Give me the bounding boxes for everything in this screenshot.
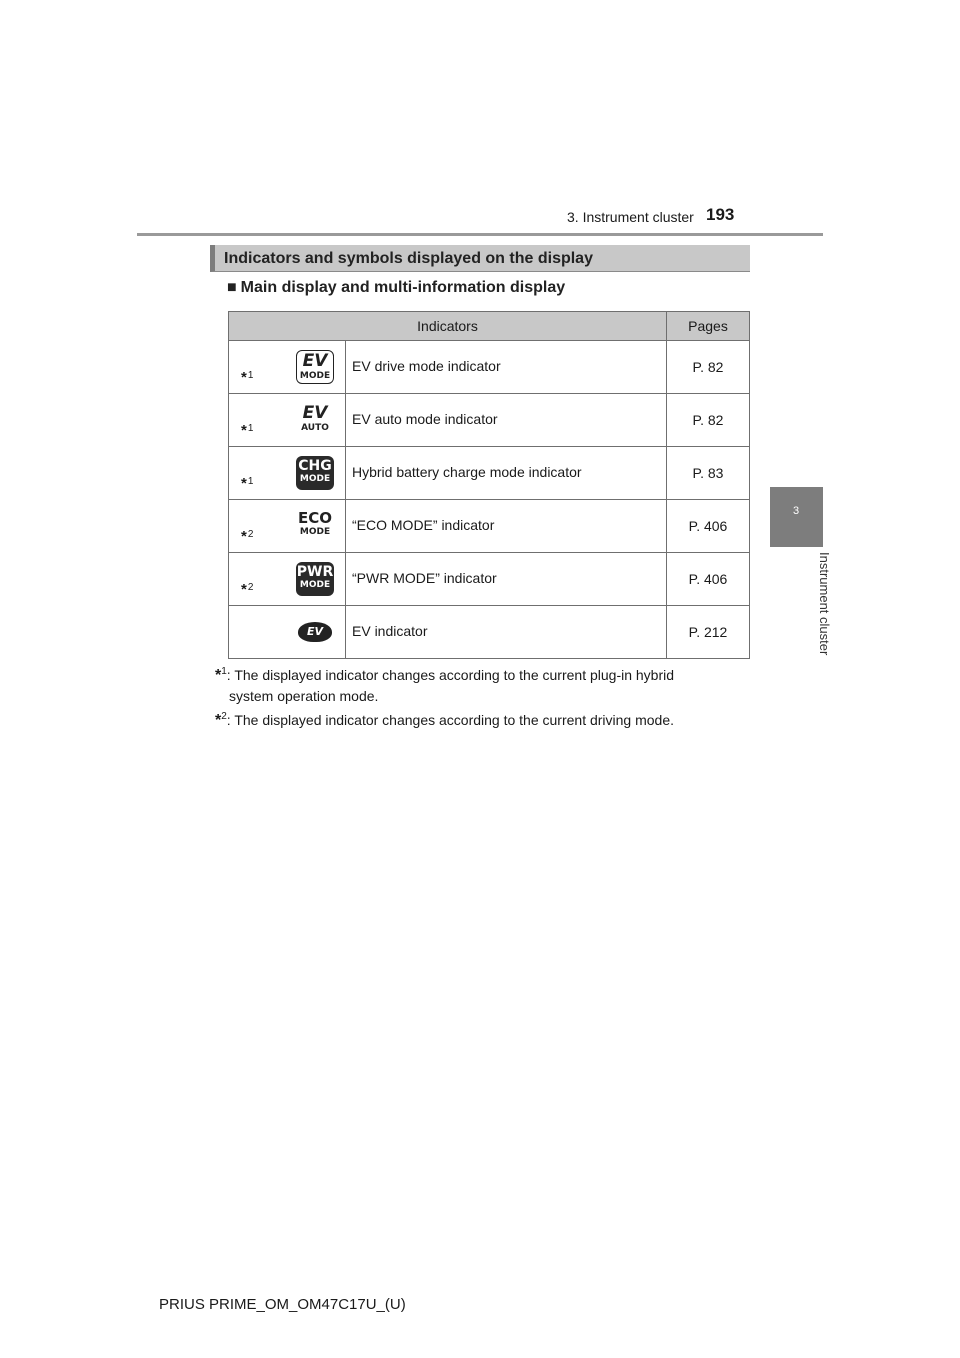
ev-auto-icon: EV AUTO	[301, 403, 329, 433]
pwr-mode-icon: PWR MODE	[296, 562, 334, 596]
chapter-tab	[770, 487, 823, 547]
indicator-description: EV auto mode indicator	[346, 394, 667, 447]
footnote-marker: *1	[229, 447, 286, 500]
page-reference: P. 83	[667, 447, 750, 500]
table-row	[229, 500, 750, 553]
indicators-table	[228, 311, 750, 659]
section-banner	[210, 245, 750, 272]
section-label: 3. Instrument cluster	[567, 209, 694, 225]
ev-indicator-icon: EV	[298, 622, 332, 642]
indicator-description: EV drive mode indicator	[346, 341, 667, 394]
page-number: 193	[706, 205, 735, 224]
table-header-row	[229, 312, 750, 341]
header-indicators: Indicators	[229, 312, 667, 341]
indicator-description: EV indicator	[346, 606, 667, 659]
table-row	[229, 606, 750, 659]
footnote-2: *$^2$: The displayed indicator changes according to the current driving mode.	[215, 711, 675, 729]
chg-mode-icon: CHG MODE	[296, 456, 334, 490]
table-row	[229, 553, 750, 606]
chapter-label: Instrument cluster	[817, 552, 832, 656]
indicator-description: “PWR MODE” indicator	[346, 553, 667, 606]
subheading	[227, 279, 565, 297]
footnote-1: *$^1$: The displayed indicator changes according to the current plug-in hybrid system operation mode.	[215, 666, 675, 704]
square-bullet-icon: ■	[227, 279, 237, 296]
page-reference: P. 406	[667, 553, 750, 606]
ev-mode-icon: EV MODE	[296, 350, 334, 384]
table-row	[229, 341, 750, 394]
header-rule	[137, 233, 823, 236]
eco-mode-icon: ECO MODE	[297, 509, 332, 537]
document-code: PRIUS PRIME_OM_OM47C17U_(U)	[159, 1296, 406, 1313]
page-reference: P. 82	[667, 394, 750, 447]
page-reference: P. 82	[667, 341, 750, 394]
footnote-marker: *2	[229, 500, 286, 553]
footnote-marker: *2	[229, 553, 286, 606]
page-reference: P. 406	[667, 500, 750, 553]
page-reference: P. 212	[667, 606, 750, 659]
table-row	[229, 447, 750, 500]
table-row	[229, 394, 750, 447]
chapter-number: 3	[793, 505, 800, 517]
footnote-marker: *1	[229, 394, 286, 447]
indicator-description: “ECO MODE” indicator	[346, 500, 667, 553]
indicator-description: Hybrid battery charge mode indicator	[346, 447, 667, 500]
banner-text: Indicators and symbols displayed on the display	[224, 250, 593, 267]
subheading-text: Main display and multi-information display	[240, 279, 566, 296]
footnote-marker	[229, 606, 286, 659]
header-pages: Pages	[667, 312, 750, 341]
footnote-marker: *1	[229, 341, 286, 394]
